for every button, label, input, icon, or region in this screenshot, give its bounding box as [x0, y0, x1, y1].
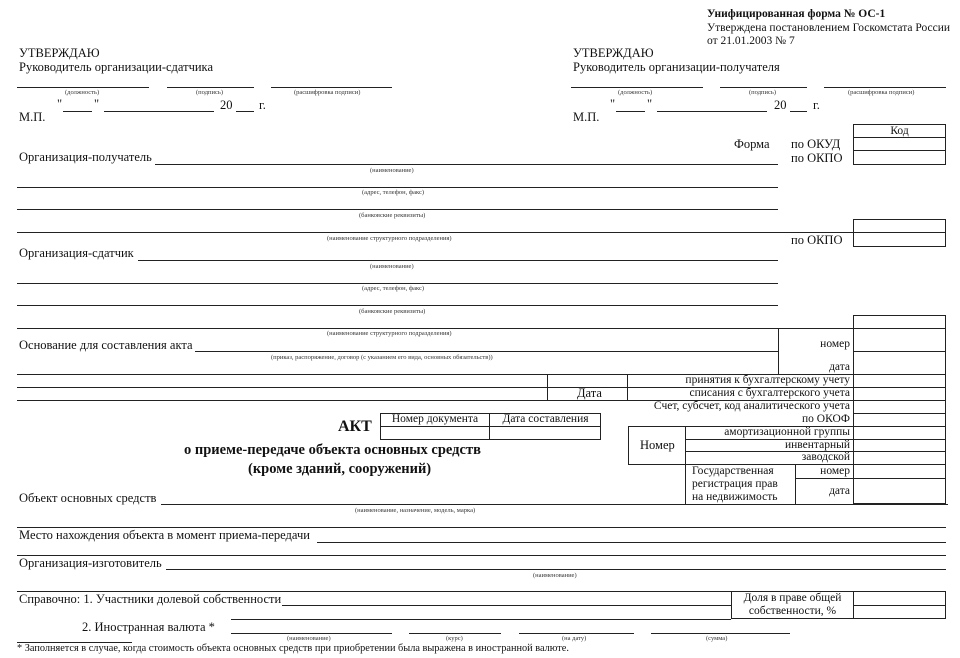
amort-label: амортизационной группы — [724, 426, 850, 438]
reg-label-line2: регистрация прав — [692, 478, 778, 490]
year-suffix: г. — [259, 98, 266, 112]
basis-label: Основание для составления акта — [19, 338, 193, 352]
numbers-divider — [685, 426, 686, 504]
okof-label: по ОКОФ — [802, 413, 850, 425]
month-field[interactable] — [657, 111, 767, 112]
okpo-sender-label: по ОКПО — [791, 233, 843, 247]
sender-label: Организация-сдатчик — [19, 246, 134, 260]
recipient-bank-field[interactable] — [17, 209, 778, 210]
reg-label-line3: на недвижимость — [692, 491, 778, 503]
act-subtitle2: (кроме зданий, сооружений) — [248, 461, 432, 477]
sender-hint-name: (наименование) — [370, 263, 414, 270]
share-field-1[interactable] — [855, 592, 944, 604]
reference-label: Справочно: 1. Участники долевой собственности — [19, 592, 282, 606]
hint-currency-rate: (курс) — [446, 635, 463, 642]
writeoff-label: списания с бухгалтерского учета — [689, 387, 850, 399]
okpo-recipient-code-cell[interactable] — [853, 150, 946, 165]
share-label-line1: Доля в праве общей — [743, 592, 842, 604]
year-field[interactable] — [790, 111, 807, 112]
act-subtitle: о приеме-передаче объекта основных средств — [184, 442, 481, 458]
recipient-unit-field[interactable] — [17, 232, 872, 233]
reg-date-cell[interactable] — [853, 478, 946, 504]
hint-signature: (подпись) — [196, 89, 223, 96]
year-field[interactable] — [236, 111, 254, 112]
location-label: Место нахождения объекта в момент приема-передачи — [19, 528, 310, 542]
form-title: Унифицированная форма № ОС-1 — [707, 8, 886, 20]
footnote: * Заполняется в случае, когда стоимость объекта основных средств при приобретении была выражена в иностранной валюте. — [17, 643, 569, 654]
shareholders-field[interactable] — [282, 605, 731, 606]
act-title: АКТ — [338, 418, 372, 435]
recipient-hint-unit: (наименование структурного подразделения) — [327, 235, 452, 242]
year-prefix: 20 — [774, 98, 787, 112]
recipient-hint-address: (адрес, телефон, факс) — [362, 189, 425, 196]
okpo-extra-cell[interactable] — [853, 219, 946, 233]
signature-field[interactable] — [167, 87, 254, 88]
okpo-sender-code-cell[interactable] — [853, 232, 946, 247]
currency-rate-field[interactable] — [409, 633, 501, 634]
okpo-recipient-label: по ОКПО — [791, 151, 843, 165]
sender-hint-bank: (банковские реквизиты) — [359, 308, 426, 315]
accept-label: принятия к бухгалтерскому учету — [685, 374, 850, 386]
approve-title: УТВЕРЖДАЮ — [19, 46, 100, 60]
okud-label: по ОКУД — [791, 137, 841, 151]
account-label: Счет, субсчет, код аналитического учета — [653, 400, 850, 412]
reg-divider — [795, 465, 796, 504]
hint-position: (должность) — [65, 89, 100, 96]
sender-bank-field[interactable] — [17, 305, 778, 306]
year-prefix: 20 — [220, 98, 233, 112]
row-line — [795, 478, 854, 479]
hint-decode: (расшифровка подписи) — [848, 89, 915, 96]
day-field[interactable] — [616, 111, 645, 112]
quote-close: " — [647, 97, 653, 111]
shareholders-field-2[interactable] — [231, 619, 731, 620]
doc-table-line — [380, 426, 601, 427]
date-divider-right — [627, 374, 628, 400]
month-field[interactable] — [104, 111, 214, 112]
currency-date-field[interactable] — [519, 633, 634, 634]
sender-address-field[interactable] — [17, 283, 778, 284]
day-field[interactable] — [63, 111, 92, 112]
form-label: Форма — [734, 137, 770, 151]
inventory-label: инвентарный — [785, 439, 850, 451]
date-divider-left — [547, 374, 548, 400]
manufacturer-hint: (наименование) — [533, 572, 577, 579]
basis-hint: (приказ, распоряжение, договор (с указанием его вида, основных обязательств)) — [271, 354, 493, 361]
recipient-address-field[interactable] — [17, 187, 778, 188]
share-field-2[interactable] — [855, 606, 944, 618]
basis-divider — [778, 328, 779, 374]
approve-title: УТВЕРЖДАЮ — [573, 46, 654, 60]
accept-date-cell[interactable] — [853, 374, 946, 388]
position-field[interactable] — [17, 87, 149, 88]
stamp-label: М.П. — [19, 110, 46, 124]
hint-currency-date: (на дату) — [562, 635, 587, 642]
approved-by: Утверждена постановлением Госкомстата России — [707, 22, 951, 34]
hint-currency-sum: (сумма) — [706, 635, 728, 642]
recipient-name-field[interactable] — [155, 164, 778, 165]
writeoff-date-cell[interactable] — [853, 387, 946, 401]
year-suffix: г. — [813, 98, 820, 112]
object-field[interactable] — [161, 504, 948, 505]
hint-currency-name: (наименование) — [287, 635, 331, 642]
sender-unit-code-cell[interactable] — [853, 315, 946, 329]
stamp-label: М.П. — [573, 110, 600, 124]
sender-hint-address: (адрес, телефон, факс) — [362, 285, 425, 292]
hint-signature: (подпись) — [749, 89, 776, 96]
hint-position: (должность) — [618, 89, 653, 96]
date-label: Дата — [577, 386, 602, 400]
object-label: Объект основных средств — [19, 491, 157, 505]
factory-label: заводской — [801, 451, 850, 463]
basis-number-label: номер — [820, 338, 850, 350]
doc-number-field[interactable] — [381, 428, 488, 439]
decode-field[interactable] — [271, 87, 392, 88]
doc-number-header: Номер документа — [391, 413, 479, 425]
basis-field[interactable] — [195, 351, 778, 352]
approve-role: Руководитель организации-получателя — [573, 60, 780, 74]
reg-number-label: номер — [820, 465, 850, 477]
basis-number-cell[interactable] — [853, 328, 946, 352]
amort-cell[interactable] — [853, 426, 946, 440]
manufacturer-field[interactable] — [166, 569, 946, 570]
object-hint: (наименование, назначение, модель, марка) — [355, 507, 476, 514]
sender-hint-unit: (наименование структурного подразделения) — [327, 330, 452, 337]
recipient-label: Организация-получатель — [19, 150, 152, 164]
okud-code-cell[interactable] — [853, 137, 946, 151]
quote-close: " — [94, 97, 100, 111]
recipient-hint-bank: (банковские реквизиты) — [359, 212, 426, 219]
position-field[interactable] — [571, 87, 703, 88]
reg-date-label: дата — [829, 485, 850, 497]
doc-date-header: Дата составления — [502, 413, 589, 425]
quote-open: " — [57, 97, 63, 111]
manufacturer-label: Организация-изготовитель — [19, 556, 162, 570]
hint-decode: (расшифровка подписи) — [294, 89, 361, 96]
approve-role: Руководитель организации-сдатчика — [19, 60, 213, 74]
decode-field[interactable] — [824, 87, 946, 88]
reg-number-cell[interactable] — [853, 464, 946, 479]
code-header-cell — [853, 124, 946, 138]
basis-date-label: дата — [829, 361, 850, 373]
signature-field[interactable] — [720, 87, 807, 88]
quote-open: " — [610, 97, 616, 111]
approved-date: от 21.01.2003 № 7 — [707, 35, 795, 47]
numbers-label: Номер — [640, 438, 675, 452]
sender-name-field[interactable] — [138, 260, 778, 261]
factory-cell[interactable] — [853, 451, 946, 465]
doc-date-field[interactable] — [491, 428, 600, 439]
currency-name-field[interactable] — [231, 633, 392, 634]
share-label-line2: собственности, % — [748, 605, 837, 617]
currency-sum-field[interactable] — [651, 633, 790, 634]
okof-cell[interactable] — [853, 413, 946, 427]
code-header: Код — [890, 125, 909, 137]
sender-unit-field[interactable] — [17, 328, 854, 329]
basis-date-cell[interactable] — [853, 351, 946, 375]
account-cell[interactable] — [853, 400, 946, 414]
recipient-hint-name: (наименование) — [370, 167, 414, 174]
currency-label: 2. Иностранная валюта * — [82, 620, 215, 634]
reg-label-line1: Государственная — [692, 465, 774, 477]
location-field[interactable] — [317, 542, 946, 543]
